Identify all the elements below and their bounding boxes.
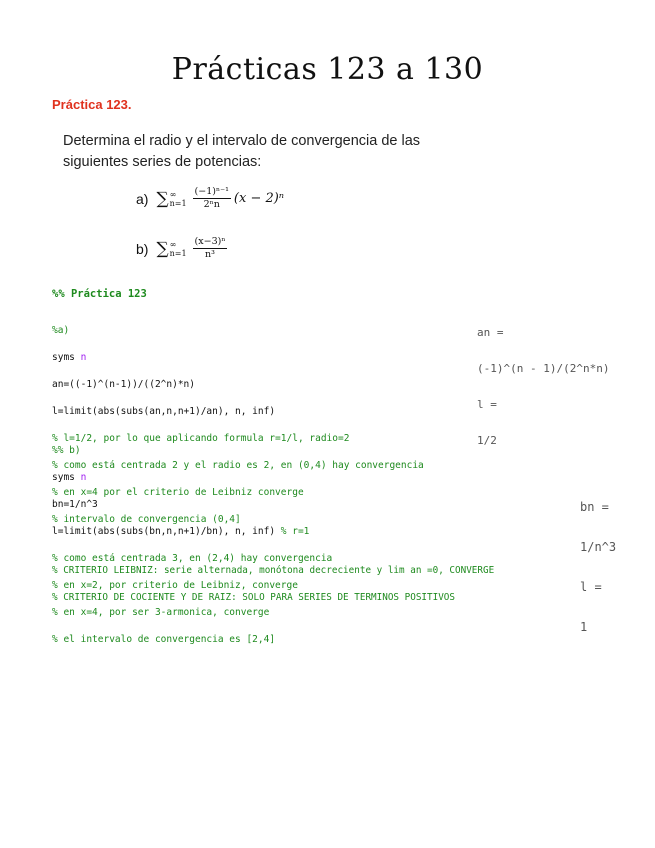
output-line: l = [580, 580, 602, 594]
code-comment: % el intervalo de convergencia es [2,4] [52, 633, 276, 645]
code-comment: %a) [52, 324, 70, 336]
sum-limits [170, 240, 187, 258]
numerator: (x−3)ⁿ [194, 236, 226, 247]
page-title: Prácticas 123 a 130 [171, 52, 484, 87]
code-line [52, 351, 424, 365]
sum-upper: ∞ [169, 239, 177, 249]
fraction [193, 186, 231, 211]
code-comment: % en x=2, por criterio de Leibniz, converge [52, 579, 298, 591]
power-term: (x − 2)ⁿ [233, 191, 285, 206]
code-comment: % intervalo de convergencia (0,4] [52, 513, 241, 525]
note-line: % CRITERIO DE COCIENTE Y DE RAIZ: SOLO PARA SERIES DE TERMINOS POSITIVOS [52, 591, 455, 603]
code-comment: % como está centrada 3, en (2,4) hay convergencia [52, 552, 333, 564]
problem-statement: Determina el radio y el intervalo de convergencia de las siguientes series de potencias: [63, 133, 421, 170]
notes-block [52, 550, 494, 618]
code-comment: % en x=4, por ser 3-armonica, converge [52, 606, 270, 618]
code-line [52, 525, 332, 539]
sum-limits [170, 190, 187, 208]
section-header: %% Práctica 123 [52, 288, 147, 300]
code-symbol: n [74, 351, 87, 363]
code-text: l=limit(abs(subs(bn,n,n+1)/bn), n, inf) [52, 525, 276, 537]
code-comment: % r=1 [275, 525, 310, 537]
sum-lower: n=1 [169, 198, 187, 208]
sum-lower: n=1 [169, 248, 187, 258]
practice-label: Práctica 123. [52, 97, 132, 112]
sum-upper: ∞ [169, 189, 177, 199]
denominator: n³ [205, 249, 215, 260]
note-line: % CRITERIO LEIBNIZ: serie alternada, monótona decreciente y lim an =0, CONVERGE [52, 564, 495, 576]
output-a [477, 306, 609, 468]
numerator: (−1)ⁿ⁻¹ [194, 186, 229, 197]
output-line: bn = [580, 500, 609, 514]
output-b [580, 477, 616, 657]
output-line: 1/2 [477, 434, 497, 447]
output-line: l = [477, 398, 497, 411]
code-line: an=((-1)^(n-1))/((2^n)*n) [52, 378, 195, 390]
denominator: 2ⁿn [203, 199, 220, 210]
code-comment: % como está centrada 2 y el radio es 2, en (0,4) hay convergencia [52, 459, 424, 471]
code-line: l=limit(abs(subs(an,n,n+1)/an), n, inf) [52, 405, 276, 417]
formula-a-label: a) [136, 190, 149, 207]
code-comment: %% b) [52, 444, 81, 456]
output-line: an = [477, 326, 504, 339]
output-line: 1 [580, 620, 588, 634]
fraction [193, 236, 228, 261]
formula-b [136, 236, 230, 261]
code-symbol: n [74, 471, 87, 483]
code-keyword: syms [52, 351, 75, 363]
formula-b-label: b) [136, 240, 149, 257]
output-line: 1/n^3 [580, 540, 617, 554]
code-comment: % en x=4 por el criterio de Leibniz converge [52, 486, 304, 498]
output-line: (-1)^(n - 1)/(2^n*n) [477, 362, 610, 375]
code-comment: % l=1/2, por lo que aplicando formula r=1/l, radio=2 [52, 432, 350, 444]
code-block-b [52, 430, 332, 660]
code-line: bn=1/n^3 [52, 498, 98, 510]
sum-symbol: ∑ [156, 188, 169, 209]
code-keyword: syms [52, 471, 75, 483]
sum-symbol: ∑ [156, 238, 169, 259]
formula-a [136, 186, 284, 211]
code-line [52, 471, 332, 485]
